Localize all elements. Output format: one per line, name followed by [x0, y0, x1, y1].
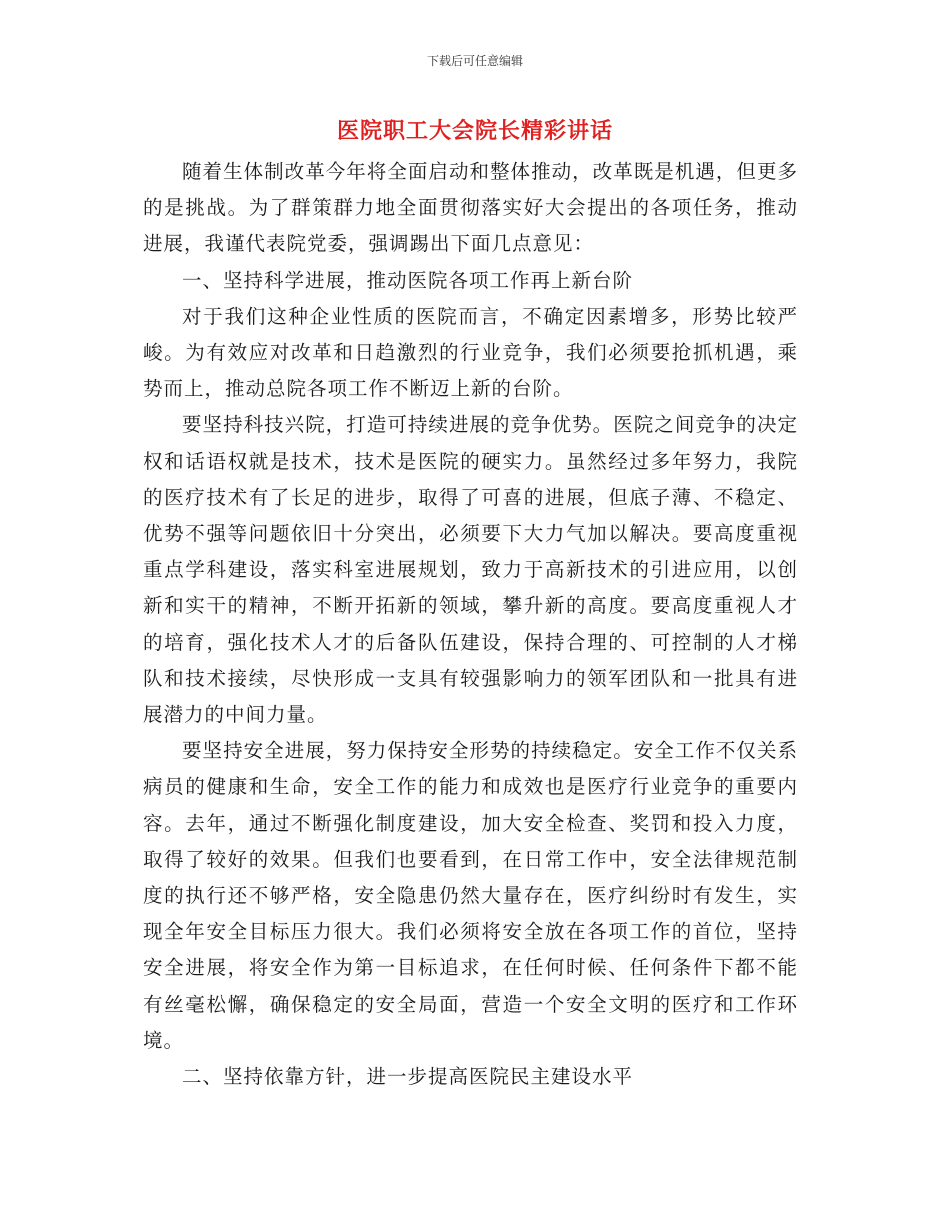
document-title: 医院职工大会院长精彩讲话: [336, 118, 613, 144]
header-note: 下载后可任意编辑: [426, 54, 523, 68]
section-heading-1: 一、坚持科学进展，推动医院各项工作再上新台阶: [182, 268, 634, 292]
document-body: [143, 154, 798, 1095]
paragraph-intro: 随着生体制改革今年将全面启动和整体推动，改革既是机遇，但更多的是挑战。为了群策群力地全面贯彻落实好大会提出的各项任务，推动进展，我谨代表院党委，强调踢出下面几点意见：: [143, 160, 798, 256]
paragraph: 要坚持安全进展，努力保持安全形势的持续稳定。安全工作不仅关系病员的健康和生命，安全工作的能力和成效也是医疗行业竞争的重要内容。去年，通过不断强化制度建设，加大安全检查、奖罚和投入力度，取得了较好的效果。但我们也要看到，在日常工作中，安全法律规范制度的执行还不够严格，安全隐患仍然大量存在，医疗纠纷时有发生，实现全年安全目标压力很大。我们必须将安全放在各项工作的首位，坚持安全进展，将安全作为第一目标追求，在任何时候、任何条件下都不能有丝毫松懈，确保稳定的安全局面，营造一个安全文明的医疗和工作环境。: [143, 739, 798, 1052]
paragraph: 要坚持科技兴院，打造可持续进展的竞争优势。医院之间竞争的决定权和话语权就是技术，技术是医院的硬实力。虽然经过多年努力，我院的医疗技术有了长足的进步，取得了可喜的进展，但底子薄、不稳定、优势不强等问题依旧十分突出，必须要下大力气加以解决。要高度重视重点学科建设，落实科室进展规划，致力于高新技术的引进应用，以创新和实干的精神，不断开拓新的领域，攀升新的高度。要高度重视人才的培育，强化技术人才的后备队伍建设，保持合理的、可控制的人才梯队和技术接续，尽快形成一支具有较强影响力的领军团队和一批具有进展潜力的中间力量。: [143, 413, 798, 727]
section-heading-2: 二、坚持依靠方针，进一步提高医院民主建设水平: [182, 1065, 634, 1089]
paragraph: 对于我们这种企业性质的医院而言，不确定因素增多，形势比较严峻。为有效应对改革和日趋激烈的行业竞争，我们必须要抢抓机遇，乘势而上，推动总院各项工作不断迈上新的台阶。: [143, 304, 798, 401]
